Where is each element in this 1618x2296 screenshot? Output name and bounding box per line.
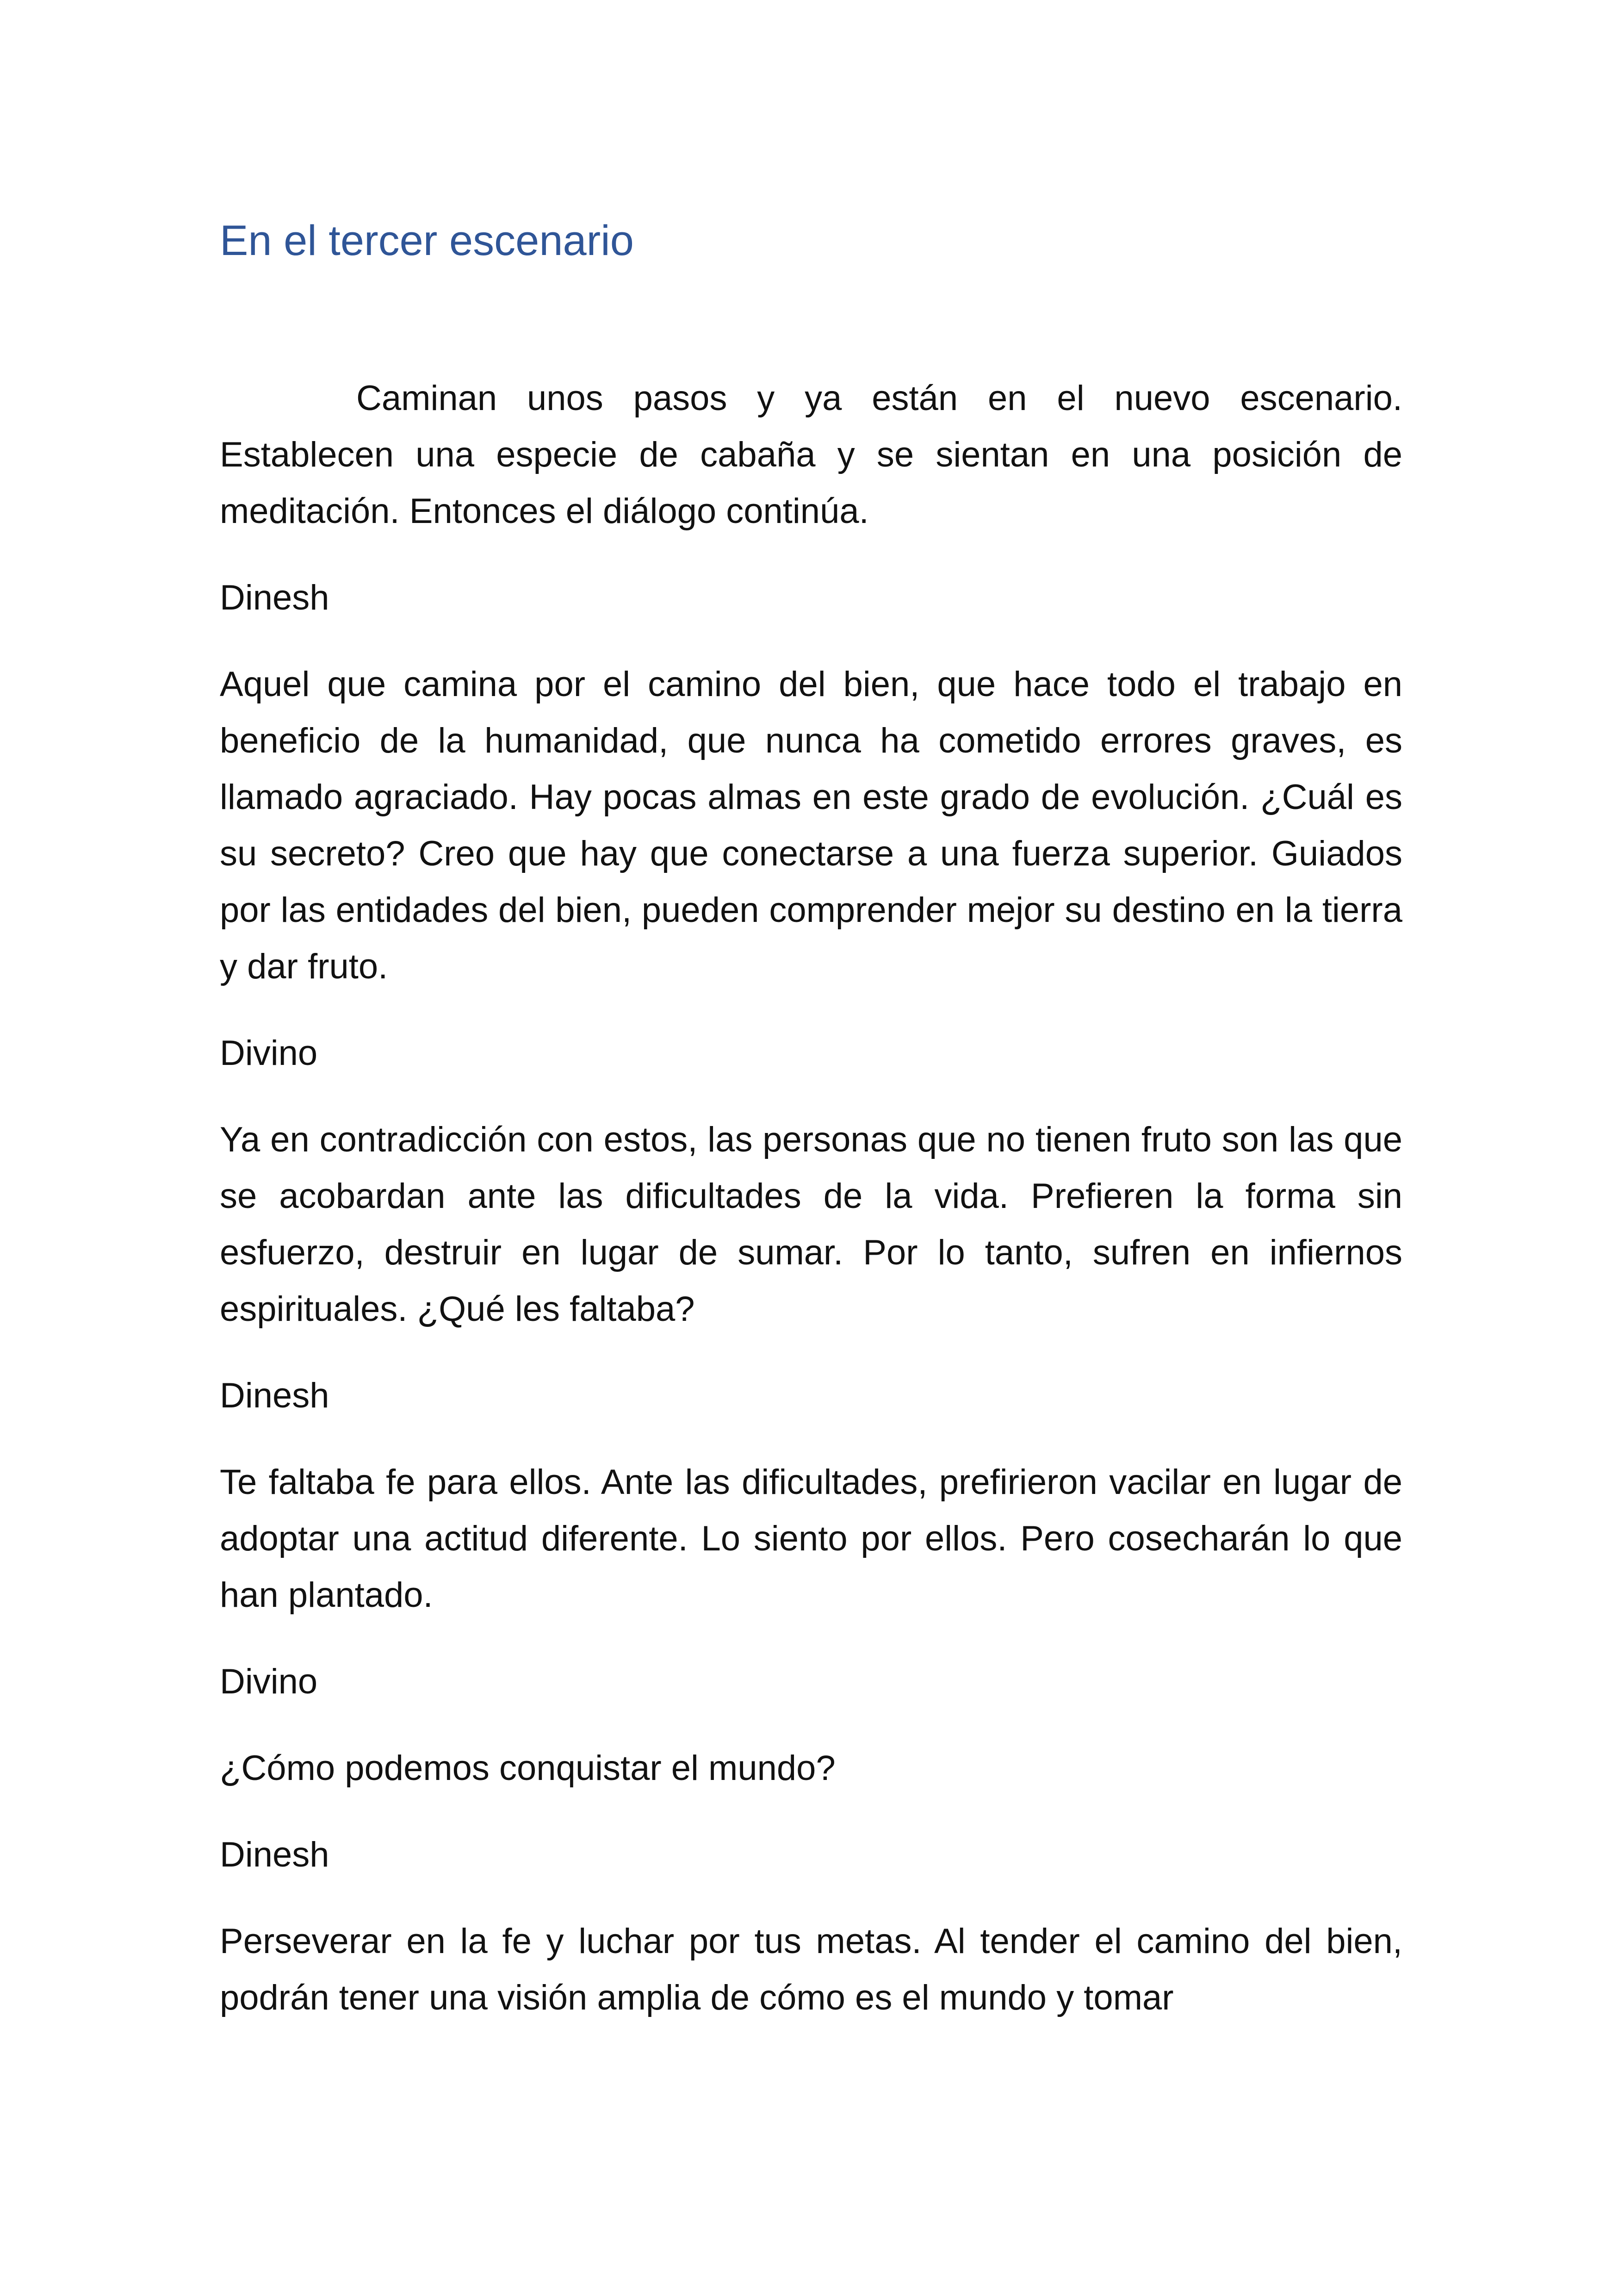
paragraph: Te faltaba fe para ellos. Ante las dificultades, prefirieron vacilar en lugar de adoptar una actitud diferente. Lo siento por ellos. Pero cosecharán lo que han plantado. xyxy=(220,1462,1402,1615)
speaker-name: Divino xyxy=(220,1662,318,1701)
paragraph: Caminan unos pasos y ya están en el nuevo escenario. Establecen una especie de cabaña y se sientan en una posición de meditación. Entonces el diálogo continúa. xyxy=(220,379,1402,531)
page-heading: En el tercer escenario xyxy=(220,217,634,264)
paragraph: Aquel que camina por el camino del bien, que hace todo el trabajo en beneficio de la humanidad, que nunca ha cometido errores graves, es llamado agraciado. Hay pocas almas en este grado de evolución. ¿Cuál es su secreto? Creo que hay que conectarse a una fuerza superior. Guiados por las entidades del bien, pueden comprender mejor su destino en la tierra y dar fruto. xyxy=(220,665,1402,986)
speaker-name: Dinesh xyxy=(220,578,329,617)
speaker-name: Dinesh xyxy=(220,1376,329,1415)
paragraph: Ya en contradicción con estos, las personas que no tienen fruto son las que se acobardan ante las dificultades de la vida. Prefieren la forma sin esfuerzo, destruir en lugar de sumar. Por lo tanto, sufren en infiernos espirituales. ¿Qué les faltaba? xyxy=(220,1120,1402,1329)
paragraph: ¿Cómo podemos conquistar el mundo? xyxy=(220,1748,836,1788)
paragraph: Perseverar en la fe y luchar por tus metas. Al tender el camino del bien, podrán tener una visión amplia de cómo es el mundo y tomar xyxy=(220,1922,1402,2017)
speaker-name: Divino xyxy=(220,1033,318,1073)
speaker-name: Dinesh xyxy=(220,1835,329,1874)
body-text xyxy=(220,370,1402,2056)
